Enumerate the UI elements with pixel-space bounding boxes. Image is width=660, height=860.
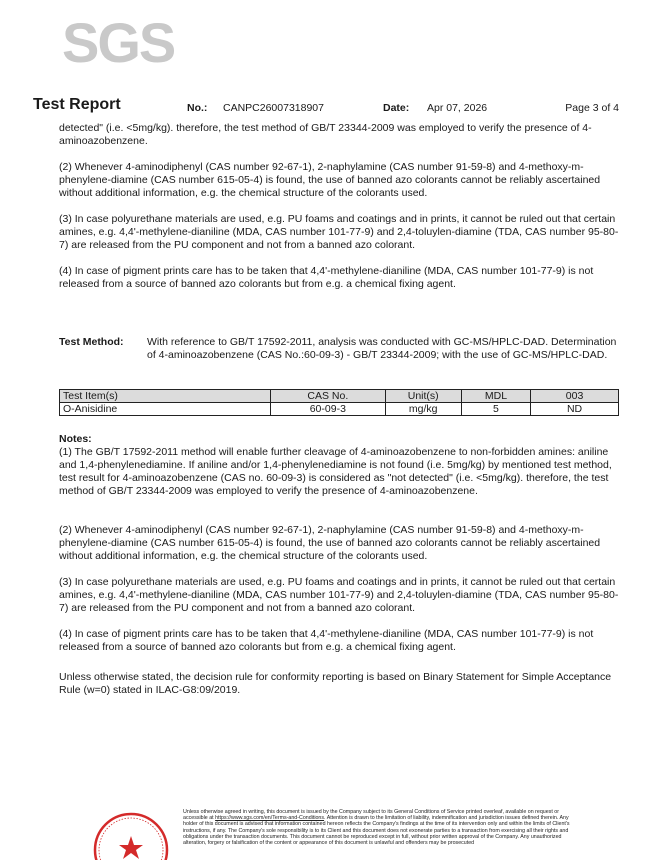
table-cell: mg/kg (385, 403, 461, 416)
column-header: Test Item(s) (60, 390, 271, 403)
table-cell: ND (531, 403, 619, 416)
notes-title: Notes: (59, 433, 92, 445)
report-number: CANPC26007318907 (223, 102, 324, 114)
column-header: 003 (531, 390, 619, 403)
decision-rule-text: Unless otherwise stated, the decision rule for conformity reporting is based on Binary Statement for Simple Acceptance Rule (w=0) stated in ILAC-G8:09/2019. (59, 671, 612, 696)
footer-text: . Attention is drawn to the limitation of liability, indemnification and jurisdiction issues defined therein. Any holder of this document is advised that information contained hereon reflects the Company's findings at the time of its intervention only and within the limits of Client's instructions, if any. The Company's sole responsibility is to its Client and this document does not exonerate parties to a transaction from exercising all their rights and obligations under the transaction documents. This document cannot be reproduced except in full, without prior written approval of the Company. Any unauthorized alteration, forgery or falsification of the content or appearance of this document is unlawful and offenders may be prosecuted (183, 815, 570, 847)
footer-legal-text (183, 809, 583, 846)
company-stamp (92, 800, 170, 860)
report-header (33, 96, 633, 118)
note-paragraph: (3) In case polyurethane materials are used, e.g. PU foams and coatings and in prints, it cannot be ruled out that certain amines, e.g. 4,4'-methylene-dianiline (MDA, CAS number 101-77-9) and 2,4-toluylen-diamine (TDA, CAS number 95-80-7) are released from the PU component and not from a banned azo colorant. (59, 576, 619, 614)
report-date: Apr 07, 2026 (427, 102, 488, 114)
sgs-logo (60, 11, 175, 74)
note-paragraph: (2) Whenever 4-aminodiphenyl (CAS number 92-67-1), 2-naphylamine (CAS number 91-59-8) and 4-methoxy-m-phenylene-diamine (CAS number 615-05-4) is found, the use of banned azo colorants cannot be reliably ascertained without additional information, e.g. the chemical structure of the colorants used. (59, 161, 601, 199)
note-paragraph: (1) The GB/T 17592-2011 method will enable further cleavage of 4-aminoazobenzene to non-forbidden amines: aniline and 1,4-phenylenediamine. If aniline and/or 1,4-phenylenediamine is not found (i.e. 5mg/kg) by mentioned test method, test result for 4-aminoazobenzene (CAS no. 60-09-3) is considered as "not detected" (i.e. <5mg/kg). therefore, the test method of GB/T 23344-2009 was employed to verify the presence of 4-aminoazobenzene. (59, 446, 612, 497)
test-method-text: With reference to GB/T 17592-2011, analysis was conducted with GC-MS/HPLC-DAD. Determination of 4-aminoazobenzene (CAS No.:60-09-3) - GB/T 23344-2009; with the use of GC-MS/HPLC-DAD. (147, 336, 617, 361)
note-paragraph: (4) In case of pigment prints care has to be taken that 4,4'-methylene-dianiline (MDA, CAS number 101-77-9) is not released from a source of banned azo colorants but from e.g. a chemical fixing agent. (59, 265, 594, 290)
note-paragraph: detected" (i.e. <5mg/kg). therefore, the test method of GB/T 23344-2009 was employed to verify the presence of 4-aminoazobenzene. (59, 122, 592, 147)
note-paragraph: (4) In case of pigment prints care has to be taken that 4,4'-methylene-dianiline (MDA, CAS number 101-77-9) is not released from a source of banned azo colorants but from e.g. a chemical fixing agent. (59, 628, 594, 653)
column-header: MDL (461, 390, 530, 403)
result-table (59, 389, 619, 416)
table-cell: O-Anisidine (60, 403, 271, 416)
footer-text: Unless otherwise agreed in writing, this document is issued by the Company subject to its General Conditions of Service printed overleaf, available on request or accessible at (183, 809, 559, 822)
table-header-row (60, 390, 619, 403)
test-method-label: Test Method: (59, 336, 124, 348)
report-date-label: Date: (383, 102, 410, 114)
note-paragraph: (3) In case polyurethane materials are used, e.g. PU foams and coatings and in prints, it cannot be ruled out that certain amines, e.g. 4,4'-methylene-dianiline (MDA, CAS number 101-77-9) and 2,4-toluylen-diamine (TDA, CAS number 95-80-7) are released from the PU component and not from a banned azo colorant. (59, 213, 619, 251)
column-header: CAS No. (271, 390, 385, 403)
table-cell: 60-09-3 (271, 403, 385, 416)
page-indicator: Page 3 of 4 (565, 102, 619, 114)
note-paragraph: (2) Whenever 4-aminodiphenyl (CAS number 92-67-1), 2-naphylamine (CAS number 91-59-8) and 4-methoxy-m-phenylene-diamine (CAS number 615-05-4) is found, the use of banned azo colorants cannot be reliably ascertained without additional information, e.g. the chemical structure of the colorants used. (59, 524, 601, 562)
report-title: Test Report (33, 96, 121, 113)
column-header: Unit(s) (385, 390, 461, 403)
table-row (60, 403, 619, 416)
table-cell: 5 (461, 403, 530, 416)
terms-link[interactable]: https://www.sgs.com/en/Terms-and-Conditions (215, 815, 325, 822)
sgs-logo-text: SGS (62, 11, 175, 74)
report-number-label: No.: (187, 102, 208, 114)
